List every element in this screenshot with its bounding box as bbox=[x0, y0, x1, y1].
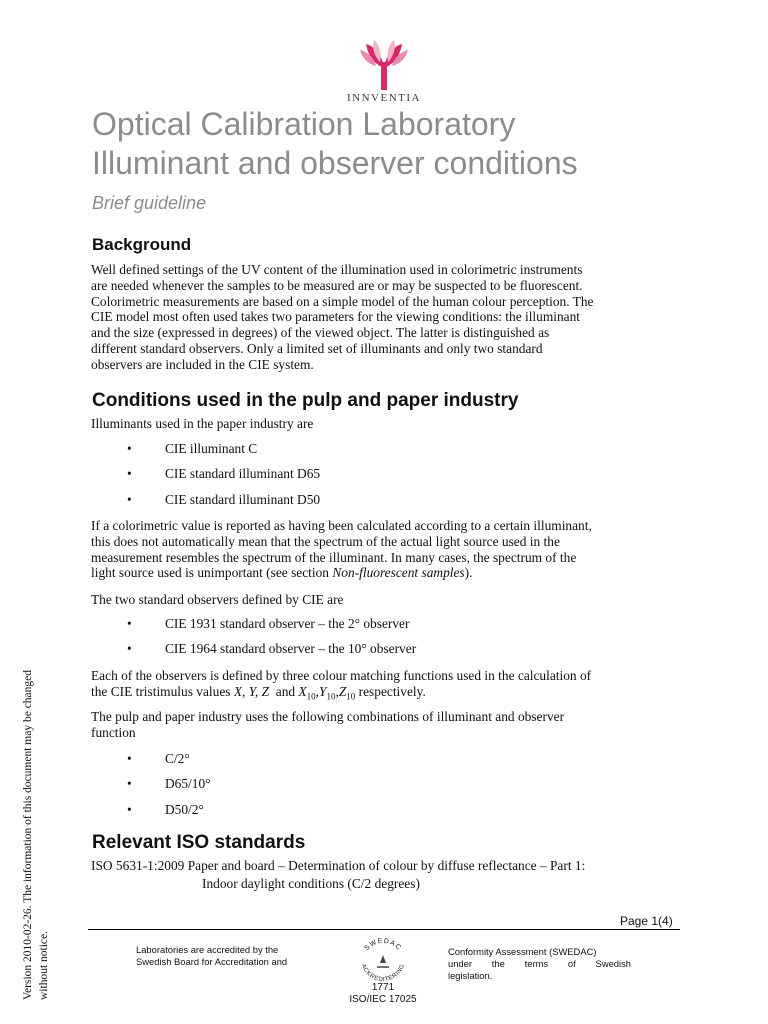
seal-bottom-text: ACKREDITERING bbox=[359, 963, 407, 984]
svg-text:SWEDAC bbox=[363, 938, 402, 952]
background-line: observers are included in the CIE system. bbox=[91, 356, 314, 372]
combinations-line: function bbox=[91, 724, 136, 740]
illuminant-item: CIE standard illuminant D65 bbox=[165, 466, 321, 481]
accreditation-text-left bbox=[136, 944, 336, 968]
bullet-icon: • bbox=[127, 641, 132, 656]
accreditation-line: Laboratories are accredited by the bbox=[136, 944, 279, 955]
seal-top-text: SWEDAC bbox=[363, 937, 403, 953]
iso-heading: Relevant ISO standards bbox=[92, 832, 306, 853]
tristimulus-line: the CIE tristimulus values X, Y, Z and $X_{10},Y_{10},Z_{10}$ respectively. bbox=[91, 683, 426, 702]
observers-intro: The two standard observers defined by CIE are bbox=[91, 592, 344, 607]
subscript: 10 bbox=[326, 691, 336, 702]
note-line: If a colorimetric value is reported as having been calculated according to a certain illuminant, bbox=[91, 518, 592, 533]
accreditation-line: Conformity Assessment (SWEDAC) bbox=[448, 946, 597, 957]
background-line: Well defined settings of the UV content of the illumination used in colorimetric instruments bbox=[91, 262, 583, 277]
version-note bbox=[20, 640, 52, 1000]
bullet-icon: • bbox=[127, 616, 132, 631]
x-symbol: X bbox=[298, 683, 307, 699]
conditions-heading: Conditions used in the pulp and paper industry bbox=[92, 390, 519, 411]
subscript: 10 bbox=[306, 691, 316, 702]
page-title-line2: Illuminant and observer conditions bbox=[92, 145, 578, 181]
tristimulus-end: respectively. bbox=[355, 683, 426, 699]
iso-standard-line-2: Indoor daylight conditions (C/2 degrees) bbox=[202, 876, 420, 891]
accreditation-text-right bbox=[448, 946, 631, 982]
page-subtitle: Brief guideline bbox=[92, 193, 207, 213]
illuminant-note-paragraph bbox=[91, 518, 681, 581]
accreditation-line: legislation. bbox=[448, 970, 493, 981]
note-line: measurement resembles the spectrum of the illuminant. In many cases, the spectrum of the bbox=[91, 549, 577, 565]
tristimulus-paragraph bbox=[91, 668, 681, 705]
footer-divider bbox=[88, 929, 680, 930]
accreditation-standard: ISO/IEC 17025 bbox=[349, 994, 417, 1005]
bullet-icon: • bbox=[127, 776, 132, 791]
background-line: and the size (expressed in degrees) of the viewed object. The latter is distinguished as bbox=[91, 325, 550, 341]
background-paragraph bbox=[91, 262, 681, 373]
bullet-icon: • bbox=[127, 802, 132, 817]
bullet-icon: • bbox=[127, 751, 132, 766]
tristimulus-line: Each of the observers is defined by three colour matching functions used in the calculation of bbox=[91, 668, 592, 683]
observer-item: CIE 1931 standard observer – the 2° observer bbox=[165, 616, 410, 631]
combination-item: D50/2° bbox=[165, 802, 204, 817]
swedac-seal-icon bbox=[355, 933, 411, 989]
background-line: Colorimetric measurements are based on a simple model of the human colour perception. The bbox=[91, 293, 594, 309]
combination-item: C/2° bbox=[165, 751, 190, 766]
svg-text:ACKREDITERING bbox=[360, 963, 406, 983]
accreditation-line: Swedish Board for Accreditation and bbox=[136, 956, 288, 967]
observer-item: CIE 1964 standard observer – the 10° observer bbox=[165, 641, 417, 656]
note-text-end: ). bbox=[464, 565, 473, 581]
version-note-line: Version 2010-02-26. The information of this document may be changed bbox=[22, 669, 34, 1000]
iso-standard-line: ISO 5631-1:2009 Paper and board – Determination of colour by diffuse reflectance – Part 1: bbox=[91, 858, 586, 873]
note-text: light source used is unimportant (see section bbox=[91, 565, 333, 581]
logo-text: INNVENTIA bbox=[347, 92, 421, 104]
illuminant-item: CIE standard illuminant D50 bbox=[165, 492, 321, 507]
page-number: Page 1(4) bbox=[620, 914, 673, 928]
and-text: and bbox=[269, 683, 299, 699]
combinations-paragraph bbox=[91, 709, 681, 741]
z-symbol: Z bbox=[338, 683, 347, 699]
combinations-line: The pulp and paper industry uses the following combinations of illuminant and observer bbox=[91, 709, 565, 724]
subscript: 10 bbox=[346, 691, 356, 702]
background-line: CIE model most often used takes two parameters for the viewing conditions: the illuminant bbox=[91, 309, 581, 325]
background-line: different standard observers. Only a limited set of illuminants and only two standard bbox=[91, 340, 543, 356]
y-symbol: Y bbox=[319, 683, 327, 699]
bullet-icon: • bbox=[127, 466, 132, 481]
note-line-last bbox=[91, 565, 681, 581]
background-line: are needed whenever the samples to be measured are or may be suspected to be fluorescent. bbox=[91, 277, 583, 293]
bullet-icon: • bbox=[127, 492, 132, 507]
xyz-symbols: X, Y, Z bbox=[233, 683, 270, 699]
version-note-line: without notice. bbox=[38, 931, 50, 1000]
accreditation-number: 1771 bbox=[371, 982, 395, 993]
accreditation-line: under the terms of Swedish bbox=[448, 958, 631, 969]
bullet-icon: • bbox=[127, 441, 132, 456]
illuminants-intro: Illuminants used in the paper industry are bbox=[91, 416, 314, 431]
page-title-line1: Optical Calibration Laboratory bbox=[92, 106, 516, 142]
illuminant-item: CIE illuminant C bbox=[165, 441, 258, 456]
section-reference: Non-fluorescent samples bbox=[332, 565, 465, 581]
combination-item: D65/10° bbox=[165, 776, 211, 791]
note-line: this does not automatically mean that the spectrum of the actual light source used in the bbox=[91, 533, 560, 549]
tristimulus-text: the CIE tristimulus values bbox=[91, 683, 234, 699]
background-heading: Background bbox=[92, 235, 192, 254]
